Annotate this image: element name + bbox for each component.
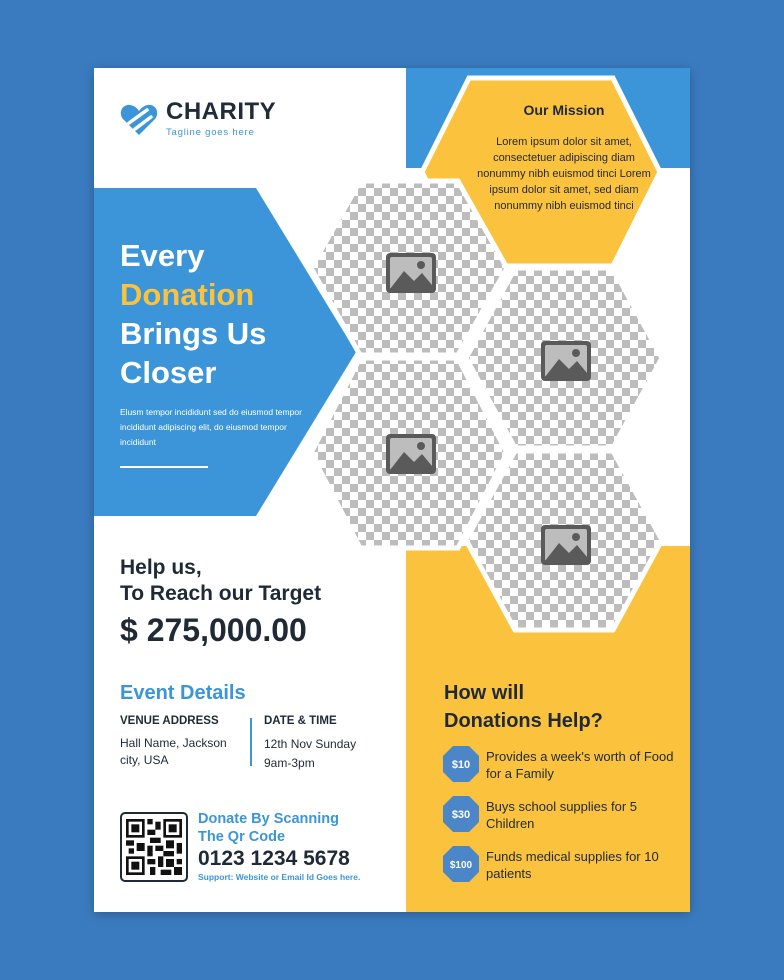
date-value: 12th Nov Sunday — [264, 737, 357, 751]
image-placeholder-icon — [386, 434, 436, 474]
price-badge-octagon — [442, 745, 480, 783]
target-line-2: To Reach our Target — [120, 582, 322, 605]
how-line-1: How will — [444, 682, 524, 704]
headline-line-4: Closer — [120, 355, 217, 390]
headline-line-3: Brings Us — [120, 316, 267, 351]
mission-body: Lorem ipsum dolor sit amet, consectetuer adipiscing diam nonummy nibh euismod tinci Lorem ipsum dolor sit amet, sed diam nonummy nibh euismod tinci — [477, 136, 651, 212]
how-heading — [444, 679, 603, 735]
venue-value: Hall Name, Jackson city, USA — [120, 736, 227, 767]
help-item-text: Funds medical supplies for 10 patients — [486, 849, 659, 881]
headline — [120, 236, 266, 392]
date-value-block — [264, 735, 394, 773]
help-item-text: Buys school supplies for 5 Children — [486, 799, 638, 831]
scan-heading — [198, 810, 339, 846]
date-label: DATE & TIME — [264, 715, 337, 727]
venue-label: VENUE ADDRESS — [120, 715, 219, 727]
price-badge-octagon — [442, 845, 480, 883]
headline-divider — [120, 466, 208, 468]
help-item-amount: $100 — [449, 860, 473, 871]
help-item-amount: $30 — [451, 809, 471, 821]
support-text: Support: Website or Email Id Goes here. — [198, 872, 361, 882]
photo-hexagon-2 — [466, 268, 662, 448]
image-placeholder-icon — [541, 525, 591, 565]
price-badge-octagon — [442, 795, 480, 833]
event-divider — [250, 718, 252, 766]
charity-flyer — [94, 68, 690, 912]
scan-line-2: The Qr Code — [198, 829, 286, 845]
heart-logo-icon — [120, 102, 158, 136]
phone-number[interactable]: 0123 1234 5678 — [198, 847, 350, 870]
qr-code-icon — [126, 819, 182, 875]
intro-text: Elusm tempor incididunt sed do eiusmod tempor incididunt adipiscing elit, do eiusmod tempor incididunt — [120, 407, 302, 447]
scan-line-1: Donate By Scanning — [198, 811, 339, 827]
target-line-1: Help us, — [120, 556, 202, 579]
image-placeholder-icon — [386, 253, 436, 293]
help-item-amount: $10 — [451, 759, 471, 771]
how-line-2: Donations Help? — [444, 710, 603, 732]
headline-line-1: Every — [120, 238, 205, 273]
brand-name: CHARITY — [166, 98, 277, 125]
event-details-title: Event Details — [120, 682, 246, 704]
mission-title: Our Mission — [523, 102, 605, 118]
brand-tagline: Tagline goes here — [166, 127, 255, 138]
time-value: 9am-3pm — [264, 756, 315, 770]
headline-line-2: Donation — [120, 277, 255, 312]
help-item-text: Provides a week's worth of Food for a Family — [486, 749, 674, 781]
target-heading — [120, 555, 321, 607]
target-amount: $ 275,000.00 — [120, 612, 307, 648]
image-placeholder-icon — [541, 341, 591, 381]
qr-code[interactable] — [120, 812, 188, 882]
